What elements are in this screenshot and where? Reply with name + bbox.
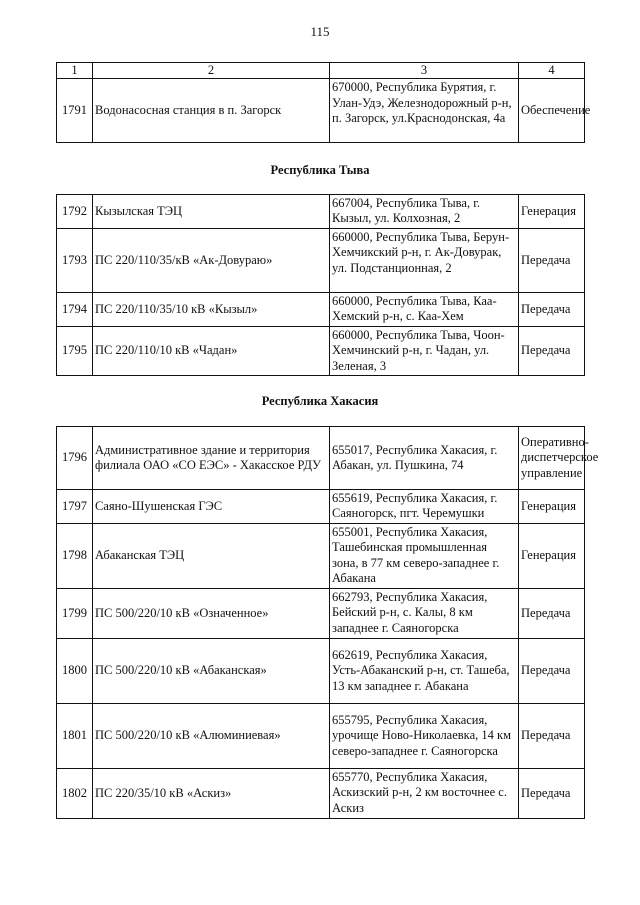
row-number: 1799 [57, 589, 93, 639]
object-name: Административное здание и территория филиала ОАО «СО ЕЭС» - Хакасское РДУ [93, 427, 330, 490]
object-address: 660000, Республика Тыва, Каа-Хемский р-н, с. Каа-Хем [330, 293, 519, 327]
object-address: 670000, Республика Бурятия, г. Улан-Удэ, Железнодорожный р-н, п. Загорск, ул.Краснодонская, 4а [330, 79, 519, 143]
table-row [57, 195, 585, 229]
object-name: ПС 500/220/10 кВ «Абаканская» [93, 639, 330, 704]
header-cell: 2 [93, 63, 330, 79]
object-name: ПС 220/35/10 кВ «Аскиз» [93, 769, 330, 819]
row-number: 1794 [57, 293, 93, 327]
table-row [57, 327, 585, 376]
header-row [57, 63, 585, 79]
object-address: 662793, Республика Хакасия, Бейский р-н, с. Калы, 8 км западнее г. Саяногорска [330, 589, 519, 639]
table-row [57, 704, 585, 769]
object-address: 655001, Республика Хакасия, Ташебинская промышленная зона, в 77 км северо-западнее г. Абакана [330, 524, 519, 589]
object-address: 655770, Республика Хакасия, Аскизский р-н, 2 км восточнее с. Аскиз [330, 769, 519, 819]
page-number: 115 [310, 24, 330, 39]
object-name: Кызылская ТЭЦ [93, 195, 330, 229]
table-row [57, 490, 585, 524]
object-name: Саяно-Шушенская ГЭС [93, 490, 330, 524]
object-name: Абаканская ТЭЦ [93, 524, 330, 589]
table-tyva [56, 194, 585, 376]
object-name: Водонасосная станция в п. Загорск [93, 79, 330, 143]
object-function: Передача [519, 769, 585, 819]
header-cell: 3 [330, 63, 519, 79]
table-row [57, 293, 585, 327]
object-function: Передача [519, 229, 585, 293]
table-row [57, 769, 585, 819]
table-khakassia [56, 426, 599, 819]
row-number: 1796 [57, 427, 93, 490]
row-number: 1800 [57, 639, 93, 704]
section-heading-tyva: Республика Тыва [270, 163, 370, 177]
object-name: ПС 500/220/10 кВ «Алюминиевая» [93, 704, 330, 769]
object-name: ПС 220/110/35/10 кВ «Кызыл» [93, 293, 330, 327]
object-name: ПС 220/110/10 кВ «Чадан» [93, 327, 330, 376]
object-address: 667004, Республика Тыва, г. Кызыл, ул. Колхозная, 2 [330, 195, 519, 229]
row-number: 1802 [57, 769, 93, 819]
header-cell: 4 [519, 63, 585, 79]
object-function: Передача [519, 589, 585, 639]
object-address: 655017, Республика Хакасия, г. Абакан, ул. Пушкина, 74 [330, 427, 519, 490]
object-function: Генерация [519, 524, 585, 589]
row-number: 1801 [57, 704, 93, 769]
object-function: Передача [519, 704, 585, 769]
row-number: 1795 [57, 327, 93, 376]
object-address: 662619, Республика Хакасия, Усть-Абаканский р-н, ст. Ташеба, 13 км западнее г. Абакана [330, 639, 519, 704]
table-row [57, 524, 585, 589]
object-function: Оперативно-диспетчерское управление [519, 427, 585, 490]
object-address: 660000, Республика Тыва, Чоон-Хемчинский р-н, г. Чадан, ул. Зеленая, 3 [330, 327, 519, 376]
section-heading-khakassia: Республика Хакасия [261, 394, 379, 408]
row-number: 1791 [57, 79, 93, 143]
object-function: Передача [519, 327, 585, 376]
object-function: Передача [519, 639, 585, 704]
table-row [57, 639, 585, 704]
object-function: Генерация [519, 195, 585, 229]
table-row [57, 427, 585, 490]
table-top [56, 62, 591, 143]
table-row [57, 589, 585, 639]
row-number: 1798 [57, 524, 93, 589]
object-name: ПС 220/110/35/кВ «Ак-Довураю» [93, 229, 330, 293]
row-number: 1793 [57, 229, 93, 293]
header-cell: 1 [57, 63, 93, 79]
row-number: 1797 [57, 490, 93, 524]
object-name: ПС 500/220/10 кВ «Означенное» [93, 589, 330, 639]
object-function: Обеспечение [519, 79, 585, 143]
table-row [57, 229, 585, 293]
object-address: 655795, Республика Хакасия, урочище Ново-Николаевка, 14 км северо-западнее г. Саяногорска [330, 704, 519, 769]
object-function: Передача [519, 293, 585, 327]
object-address: 655619, Республика Хакасия, г. Саяногорск, пгт. Черемушки [330, 490, 519, 524]
table-row [57, 79, 585, 143]
row-number: 1792 [57, 195, 93, 229]
object-function: Генерация [519, 490, 585, 524]
object-address: 660000, Республика Тыва, Берун-Хемчикский р-н, г. Ак-Довурак, ул. Подстанционная, 2 [330, 229, 519, 293]
